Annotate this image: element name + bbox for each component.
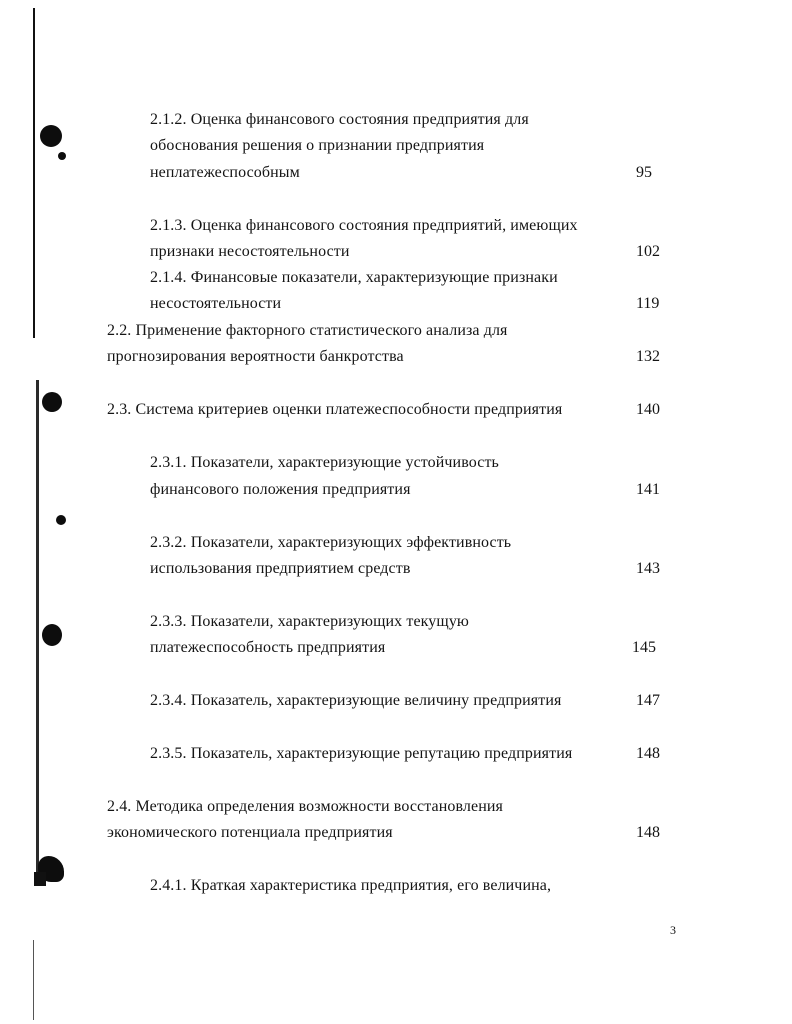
toc-entry-2-1-3-line2: признаки несостоятельности (150, 243, 350, 260)
toc-page-2-1-2: 95 (636, 164, 652, 181)
toc-page-2-1-3: 102 (636, 243, 660, 260)
binding-edge-line (33, 8, 35, 338)
binding-edge-line-lower (36, 380, 39, 880)
corner-mark (34, 872, 46, 886)
punch-hole-mark-small (56, 515, 66, 525)
page-number: 3 (670, 923, 676, 937)
toc-entry-2-3-1-line2: финансового положения предприятия (150, 481, 411, 498)
toc-entry-2-4-1-line1: 2.4.1. Краткая характеристика предприятия, его величина, (150, 877, 552, 894)
toc-page-2-4: 148 (636, 824, 660, 841)
punch-hole-mark (42, 392, 62, 412)
toc-page-2-3-2: 143 (636, 560, 660, 577)
toc-page-2-1-4: 119 (636, 295, 660, 312)
toc-entry-2-4-line1: 2.4. Методика определения возможности восстановления (107, 798, 503, 815)
toc-entry-2-3-3-line2: платежеспособность предприятия (150, 639, 386, 656)
toc-entry-2-2-line2: прогнозирования вероятности банкротства (107, 348, 404, 365)
toc-entry-2-3-3-line1: 2.3.3. Показатели, характеризующих текущую (150, 613, 469, 630)
toc-page-2-3-5: 148 (636, 745, 660, 762)
toc-entry-2-1-4-line1: 2.1.4. Финансовые показатели, характеризующие признаки (150, 269, 558, 286)
punch-hole-mark-small (58, 152, 66, 160)
toc-entry-2-3-2-line2: использования предприятием средств (150, 560, 411, 577)
toc-page-2-3: 140 (636, 401, 660, 418)
toc-page-2-3-1: 141 (636, 481, 660, 498)
toc-entry-2-3-2-line1: 2.3.2. Показатели, характеризующих эффективность (150, 534, 512, 551)
toc-entry-2-1-2-line3: неплатежеспособным (150, 164, 300, 181)
toc-page-2-3-3: 145 (632, 639, 656, 656)
toc-entry-2-4-line2: экономического потенциала предприятия (107, 824, 393, 841)
toc-page-2-2: 132 (636, 348, 660, 365)
punch-hole-mark (40, 125, 62, 147)
toc-page-2-3-4: 147 (636, 692, 660, 709)
toc-entry-2-1-2-line1: 2.1.2. Оценка финансового состояния предприятия для (150, 111, 529, 128)
toc-entry-2-1-4-line2: несостоятельности (150, 295, 282, 312)
toc-entry-2-2-line1: 2.2. Применение факторного статистического анализа для (107, 322, 508, 339)
toc-entry-2-1-3-line1: 2.1.3. Оценка финансового состояния предприятий, имеющих (150, 217, 578, 234)
binding-edge-line-bottom (33, 940, 34, 1020)
toc-entry-2-3-4-line1: 2.3.4. Показатель, характеризующие величину предприятия (150, 692, 562, 709)
toc-entry-2-3-line1: 2.3. Система критериев оценки платежеспособности предприятия (107, 401, 563, 418)
toc-entry-2-1-2-line2: обоснования решения о признании предприятия (150, 137, 485, 154)
toc-entry-2-3-5-line1: 2.3.5. Показатель, характеризующие репутацию предприятия (150, 745, 573, 762)
punch-hole-mark (42, 624, 62, 646)
toc-entry-2-3-1-line1: 2.3.1. Показатели, характеризующие устойчивость (150, 454, 499, 471)
